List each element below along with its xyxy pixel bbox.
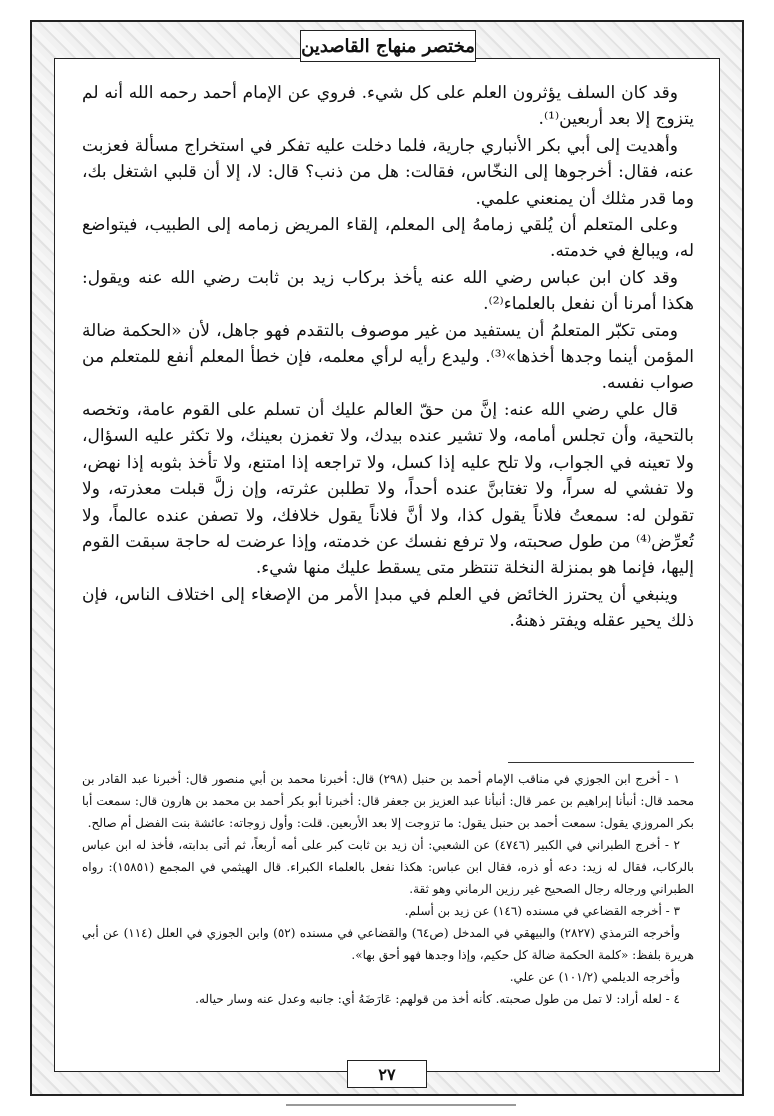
paragraph: وأهديت إلى أبي بكر الأنباري جارية، فلما دخلت عليه تفكر في استخراج مسألة فعزبت عنه، فقال: أخرجوها إلى النخّاس، فقالت: هل من ذنب؟ قال: لا، إلا أن قلبي اشتغل بك، وما قدر مثلك أن يمنعني علمي. (82, 135, 694, 209)
paragraph: ومتى تكبّر المتعلمُ أن يستفيد من غير موصوف بالتقدم فهو جاهل، لأن «الحكمة ضالة المؤمن أينما وجدها أخذها»⁽³⁾. وليدع رأيه لرأي معلمه، فإن خطأ المعلم أنفع للمتعلم من صواب نفسه. (82, 320, 694, 394)
paragraph: قال علي رضي الله عنه: إنَّ من حقّ العالم عليك أن تسلم على القوم عامة، وتخصه بالتحية، وأن تجلس أمامه، ولا تشير عنده بيدك، ولا تغمزن بعينك، ولا تكثر عليه السؤال، ولا تعينه في الجواب، ولا تلح عليه إذا كسل، ولا تراجعه إذا امتنع، ولا تأخذ بثوبه إذا نهض، ولا تفشي له سراً، ولا تغتابنَّ عنده أحداً، ولا تطلبن عثرته، وإن زلَّ قبلت معذرته، ولا تقولن له: سمعتُ فلاناً يقول كذا، ولا أنَّ فلاناً يقول خلافك، ولا تصفن عنده عالماً، ولا تُعرِّض⁽⁴⁾ من طول صحبته، ولا ترفع نفسك عن خدمته، وإذا عرضت له حاجة سبقت القوم إليها، فإنما هو بمنزلة النخلة تنتظر متى يسقط عليك منها شيء. (81, 399, 694, 579)
footnote: ١ - أخرج ابن الجوزي في مناقب الإمام أحمد بن حنبل (٢٩٨) قال: أخبرنا محمد بن أبي منصور قال: أخبرنا عبد القادر بن محمد قال: أنبأنا إبراهيم بن عمر قال: أنبأنا عبد العزيز بن جعفر قال: أخبرنا أبو بكر أحمد بن محمد بن هارون قال: سمعت أبا بكر المروزي يقول: سمعت أحمد بن حنبل يقول: ما تزوجت إلا بعد الأربعين. قلت: وأول زوجاته: عائشة بنت الفضل أم صالح. (82, 772, 694, 830)
paragraph: وينبغي أن يحترز الخائض في العلم في مبدإ الأمر من الإصغاء إلى اختلاف الناس، فإن ذلك يحير عقله ويفتر ذهنهُ. (82, 584, 694, 632)
footnotes (82, 768, 694, 1010)
page-number (347, 1060, 427, 1088)
footnote-separator (508, 762, 694, 763)
footnote: وأخرجه الترمذي (٢٨٢٧) والبيهقي في المدخل (ص٦٤) والقضاعي في مسنده (٥٢) وابن الجوزي في العلل (١١٤) عن أبي هريرة بلفظ: «كلمة الحكمة ضالة كل حكيم، وإذا وجدها فهو أحق بها». (82, 926, 694, 962)
book-title: مختصر منهاج القاصدين (301, 35, 475, 57)
paragraph: وعلى المتعلم أن يُلقي زمامهُ إلى المعلم، إلقاء المريض زمامه إلى الطبيب، فيتواضع له، ويبالغ في خدمته. (82, 215, 694, 262)
running-header (300, 30, 476, 62)
main-text (82, 80, 694, 635)
footnote: وأخرجه الديلمي (١٠١/٢) عن علي. (509, 970, 680, 984)
page-number-text: ٢٧ (378, 1064, 396, 1084)
bottom-rule (286, 1104, 516, 1106)
paragraph: وقد كان السلف يؤثرون العلم على كل شيء. فروي عن الإمام أحمد رحمه الله أنه لم يتزوج إلا بعد أربعين⁽¹⁾. (82, 83, 694, 130)
paragraph: وقد كان ابن عباس رضي الله عنه يأخذ بركاب زيد بن ثابت رضي الله عنه ويقول: هكذا أمرنا أن نفعل بالعلماء⁽²⁾. (82, 267, 694, 315)
footnote: ٤ - لعله أراد: لا تمل من طول صحبته. كأنه أخذ من قولهم: عَارَضَهُ أي: جانبه وعدل عنه وسار حياله. (195, 992, 680, 1006)
footnote: ٣ - أخرجه القضاعي في مسنده (١٤٦) عن زيد بن أسلم. (404, 904, 680, 918)
footnote: ٢ - أخرج الطبراني في الكبير (٤٧٤٦) عن الشعبي: أن زيد بن ثابت كبر على أمه أربعاً، ثم أتى بدابته، فأخذ له ابن عباس بالركاب، فقال له زيد: دعه أو ذره، فقال ابن عباس: هكذا نفعل بالعلماء الكبراء. قال الهيثمي في المجمع (١٥٨٥١): رواه الطبراني ورجاله رجال الصحيح غير رزين الرماني وهو ثقة. (82, 838, 694, 896)
